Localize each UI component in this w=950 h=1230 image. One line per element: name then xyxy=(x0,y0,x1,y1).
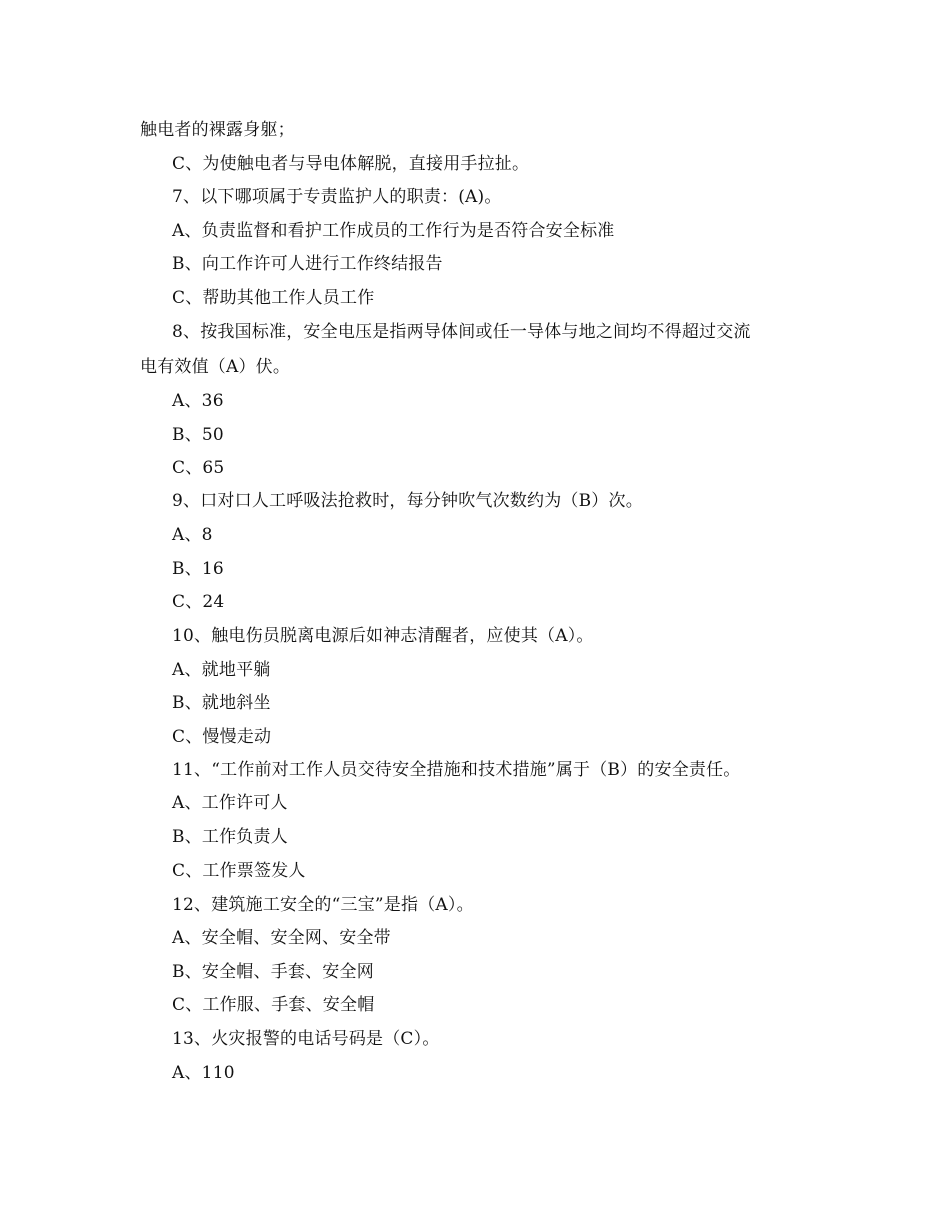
option-line: C、慢慢走动 xyxy=(172,727,272,747)
option-line: B、工作负责人 xyxy=(172,827,288,847)
option-line: C、65 xyxy=(172,458,225,478)
option-line: B、16 xyxy=(172,559,224,579)
option-line: C、工作服、手套、安全帽 xyxy=(172,995,375,1015)
option-line: C、帮助其他工作人员工作 xyxy=(172,288,375,308)
option-line: C、24 xyxy=(172,592,225,612)
option-line: A、8 xyxy=(172,525,213,545)
option-line: A、36 xyxy=(172,391,224,411)
option-line: B、就地斜坐 xyxy=(172,693,271,713)
question-line: 12、建筑施工安全的“三宝”是指（A）。 xyxy=(172,895,474,915)
option-line: A、就地平躺 xyxy=(172,660,271,680)
option-line: B、安全帽、手套、安全网 xyxy=(172,962,374,982)
option-line: B、向工作许可人进行工作终结报告 xyxy=(172,254,443,274)
option-line: C、为使触电者与导电体解脱，直接用手拉扯。 xyxy=(172,154,530,174)
option-line: B、50 xyxy=(172,425,224,445)
option-line: A、安全帽、安全网、安全带 xyxy=(172,928,391,948)
text-line: 电有效值（A）伏。 xyxy=(140,357,291,377)
text-line: 触电者的裸露身躯； xyxy=(140,120,295,140)
option-line: C、工作票签发人 xyxy=(172,861,306,881)
option-line: A、110 xyxy=(172,1063,235,1083)
option-line: A、工作许可人 xyxy=(172,793,288,813)
option-line: A、负责监督和看护工作成员的工作行为是否符合安全标准 xyxy=(172,221,615,241)
question-line: 11、“工作前对工作人员交待安全措施和技术措施”属于（B）的安全责任。 xyxy=(172,760,741,780)
question-line: 13、火灾报警的电话号码是（C）。 xyxy=(172,1029,440,1049)
question-line: 10、触电伤员脱离电源后如神志清醒者，应使其（A）。 xyxy=(172,626,594,646)
question-line: 7、以下哪项属于专责监护人的职责：(A)。 xyxy=(172,187,502,207)
question-line: 8、按我国标准，安全电压是指两导体间或任一导体与地之间均不得超过交流 xyxy=(172,322,751,342)
question-line: 9、口对口人工呼吸法抢救时，每分钟吹气次数约为（B）次。 xyxy=(172,491,643,511)
